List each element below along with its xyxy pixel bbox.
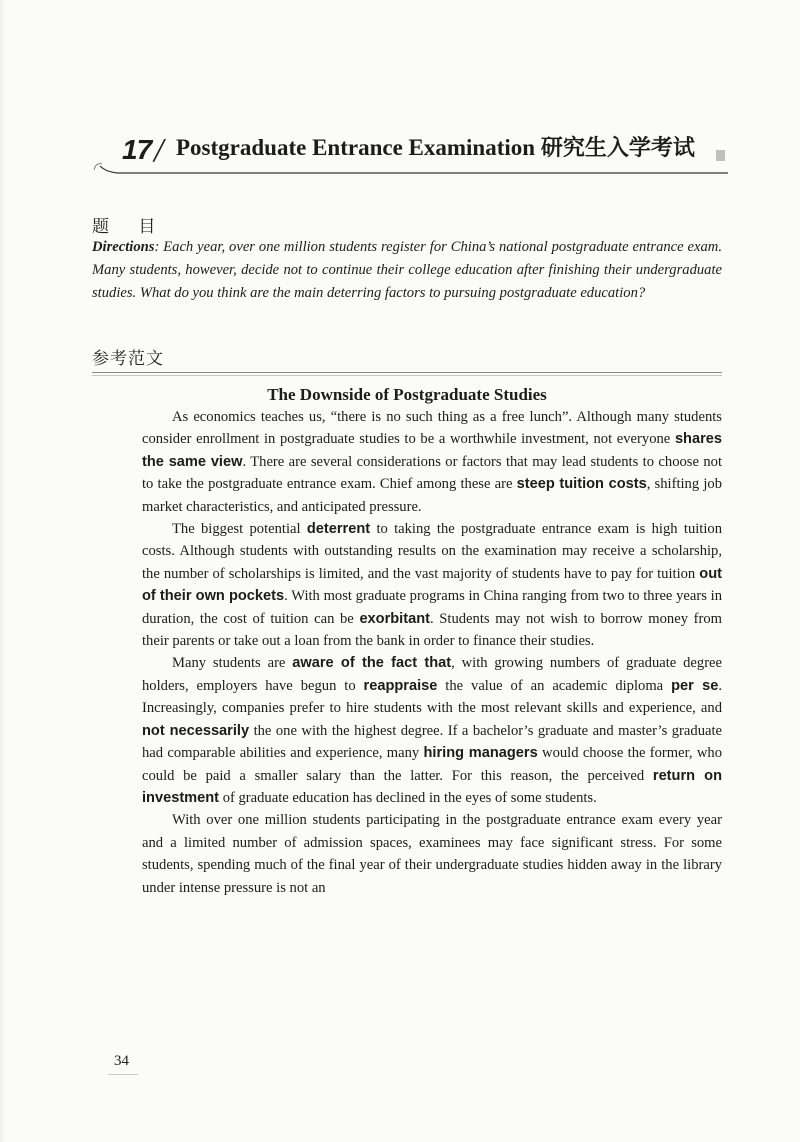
key-phrase: deterrent — [306, 521, 371, 538]
key-phrase: exorbitant — [359, 610, 430, 627]
essay-body — [142, 406, 722, 899]
text-run: of graduate education has declined in the eyes of some students. — [219, 789, 597, 806]
essay-paragraph-4: With over one million students participating in the postgraduate entrance exam every year and a limited number of admission spaces, examinees may face significant stress. For some students, spending much of the final year of their undergraduate studies hidden away in the library under intense pressure is not an — [142, 812, 722, 896]
text-run: . Students may not wish to borrow money from their parents or take out a loan from the bank in order to finance their studies. — [142, 610, 723, 650]
directions-label: Directions — [92, 239, 155, 255]
key-phrase: hiring managers — [423, 745, 538, 762]
directions-text — [92, 236, 722, 305]
chapter-header — [92, 128, 732, 188]
key-phrase: out of their own pockets — [142, 565, 722, 605]
corner-mark-icon — [716, 150, 725, 161]
essay-paragraph-1 — [142, 406, 722, 518]
key-phrase: steep tuition costs — [516, 476, 647, 493]
text-run: the value of an academic diploma — [437, 677, 672, 694]
chapter-title-en: Postgraduate Entrance Examination — [176, 135, 536, 160]
text-run: . Increasingly, companies prefer to hire students with the most relevant skills and experience, and — [142, 677, 722, 717]
text-run: to taking the postgraduate entrance exam is high tuition costs. Although students with outstanding results on the examination may receive a scholarship, the number of scholarships is limited, and the vast majority of students have to pay for tuition — [142, 521, 722, 582]
key-phrase: return on investment — [142, 767, 722, 806]
text-run: The biggest potential — [172, 521, 307, 538]
essay-title: The Downside of Postgraduate Studies — [267, 385, 547, 404]
text-run: As economics teaches us, “there is no such thing as a free lunch”. Although many students consider enrollment in postgraduate studies to be a worthwhile investment, not everyone — [142, 409, 722, 448]
chapter-rule — [92, 158, 732, 188]
essay-paragraph-2 — [142, 518, 722, 652]
key-phrase: reappraise — [363, 677, 438, 694]
essay-paragraph-3 — [142, 652, 722, 809]
text-run: , shifting job market characteristics, and anticipated pressure. — [142, 476, 722, 515]
text-run: would choose the former, who could be paid a smaller salary than the latter. For this reason, the perceived — [142, 745, 722, 784]
text-run: Many students are — [172, 655, 293, 672]
text-run: , with growing numbers of graduate degree holders, employers have begun to — [142, 655, 723, 694]
key-phrase: per se — [671, 677, 719, 694]
page-edge-shadow — [0, 0, 6, 1142]
divider — [92, 372, 722, 373]
directions-body: : Each year, over one million students register for China’s national postgraduate entrance exam. Many students, however, decide not to continue their college education after finishing their undergraduate studies. What do you think are the main deterring factors to pursuing postgraduate education? — [92, 239, 722, 301]
text-run: . There are several considerations or factors that may lead students to choose not to take the postgraduate entrance exam. Chief among these are — [142, 453, 722, 493]
chapter-title — [176, 131, 695, 162]
divider — [92, 375, 722, 376]
divider — [108, 1074, 138, 1075]
sample-heading: 参考范文 — [92, 349, 164, 369]
chapter-slash: / — [154, 132, 164, 169]
question-heading: 题 目 — [92, 217, 168, 237]
page-number: 34 — [114, 1053, 129, 1069]
key-phrase: not necessarily — [142, 722, 250, 739]
key-phrase: shares the same view — [142, 431, 722, 470]
key-phrase: aware of the fact that — [292, 655, 452, 672]
text-run: . With most graduate programs in China ranging from two to three years in duration, the cost of tuition can be — [142, 588, 723, 627]
chapter-number: 17 — [122, 134, 152, 165]
text-run: the one with the highest degree. If a bachelor’s graduate and master’s graduate had comparable abilities and experience, many — [142, 722, 722, 762]
chapter-title-cn: 研究生入学考试 — [540, 136, 695, 161]
